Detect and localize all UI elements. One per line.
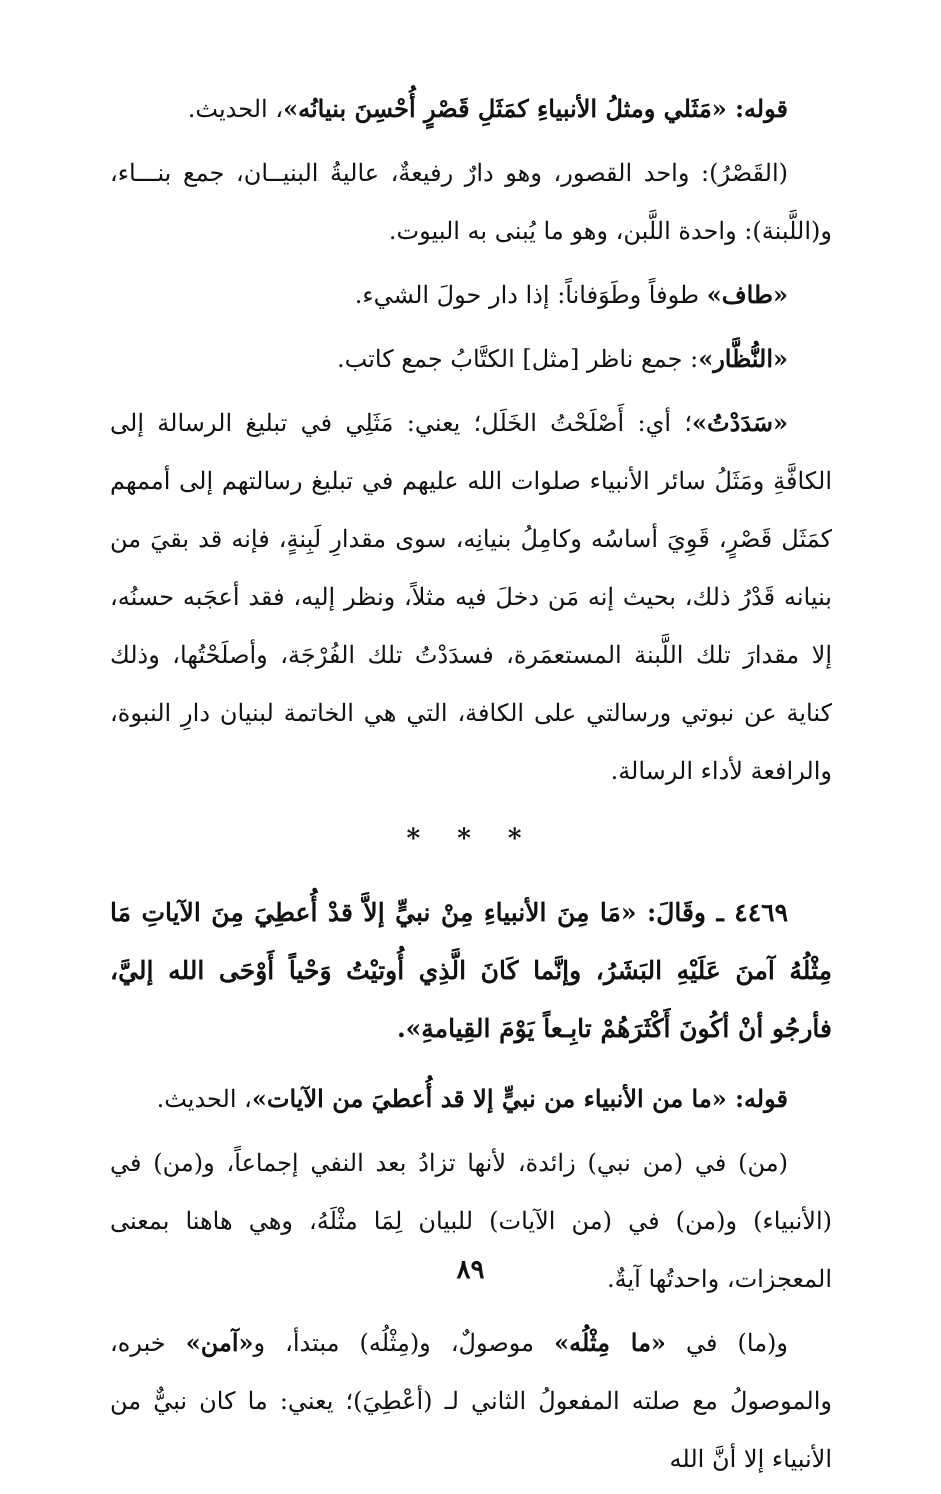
paragraph-2: (القَصْرُ): واحد القصور، وهو دارٌ رفيعةٌ، عاليةُ البنيــان، جمع بنـــاء، و(اللَّبنة): واحدة اللَّبن، وهو ما يُبنى به البيوت. xyxy=(110,159,832,245)
page-number: ٨٩ xyxy=(456,1255,485,1285)
quote-lead-2: قوله: «ما من الأنبياء من نبيٍّ إلا قد أُعطيَ من الآيات» xyxy=(251,1084,788,1113)
paragraph-7: (من) في (من نبي) زائدة، لأنها تزادُ بعد النفي إجماعاً، و(من) في (الأنبياء) و(من) في (من الآيات) للبيان لِمَا مثْلَهُ، وهي هاهنا بمعنى المعجزات، واحدتُها آيةٌ. xyxy=(110,1149,832,1293)
term-sadadtu-explanation: ؛ أي: أَصْلَحْتُ الخَلَل؛ يعني: مَثَلِي في تبليغ الرسالة إلى الكافَّةِ ومَثَلُ سائر الأنبياء صلوات الله عليهم في تبليغ رسالتهم إلى أممهم كمَثَل قَصْرٍ، قَوِيَ أساسُه وكامِلُ بنيانِه، سوى مقدارِ لَبِنةٍ، فإنه قد بقيَ من بنيانه قَدْرُ ذلك، بحيث إنه مَن دخلَ فيه مثلاً، ونظر إليه، فقد أعجَبه حسنُه، إلا مقدارَ تلك اللَّبنة المستعمَرة، فسدَدْتُ تلك الفُرْجَة، وأصلَحْتُها، وذلك كناية عن نبوتي ورسالتي على الكافة، التي هي الخاتمة لبنيان دارِ النبوة، والرافعة لأداء الرسالة. xyxy=(110,409,832,785)
quote-rest: ، الحديث. xyxy=(187,95,284,123)
p8-part-a: و(ما) في xyxy=(665,1329,788,1357)
section-divider: * * * xyxy=(406,824,536,854)
term-nuzzar-definition: : جمع ناظر [مثل] الكتَّابُ جمع كاتب. xyxy=(337,345,699,373)
p8-term-ma-mithluh: «ما مِثْلُه» xyxy=(554,1328,666,1357)
p8-term-aman: «آمن» xyxy=(185,1328,254,1357)
p8-part-c: موصولٌ، و(مِثْلُه) مبتدأ، و xyxy=(253,1329,555,1357)
paragraph-3 xyxy=(110,266,832,324)
term-sadadtu: «سَدَدْتُ» xyxy=(692,408,788,437)
term-taf: «طاف» xyxy=(706,280,788,309)
quote-lead: قوله: «مَثَلي ومثلُ الأنبياءِ كمَثَلِ قَصْرٍ أُحْسِنَ بنيانُه» xyxy=(283,94,788,123)
term-taf-definition: طوفاً وطَوَفاناً: إذا دار حولَ الشيء. xyxy=(354,281,707,309)
quote-rest-2: ، الحديث. xyxy=(156,1085,252,1113)
paragraph-8 xyxy=(110,1314,832,1488)
paragraph-5 xyxy=(110,394,832,800)
paragraph-1 xyxy=(110,80,832,138)
hadith-4469: ٤٤٦٩ ـ وقَالَ: «مَا مِنَ الأنبياءِ مِنْ نبيٍّ إلاَّ قدْ أُعطِيَ مِنَ الآياتِ مَا مِثْلُهُ آمنَ عَلَيْهِ البَشَرُ، وإنَّما كَانَ الَّذِي أُوتيْتُ وَحْياً أَوْحَى الله إليَّ، فأرجُو أنْ أكُونَ أَكْثَرَهُمْ تابِـعاً يَوْمَ القِيامةِ». xyxy=(110,898,832,1043)
paragraph-6 xyxy=(110,1070,832,1128)
term-nuzzar: «النُّظَّار» xyxy=(698,344,788,373)
p8-part-e: خبره، والموصولُ مع صلته المفعولُ الثاني لـ (أعْطِيَ)؛ يعني: ما كان نبيٌّ من الأنبياء إلا أنَّ الله xyxy=(110,1329,832,1473)
paragraph-4 xyxy=(110,330,832,388)
